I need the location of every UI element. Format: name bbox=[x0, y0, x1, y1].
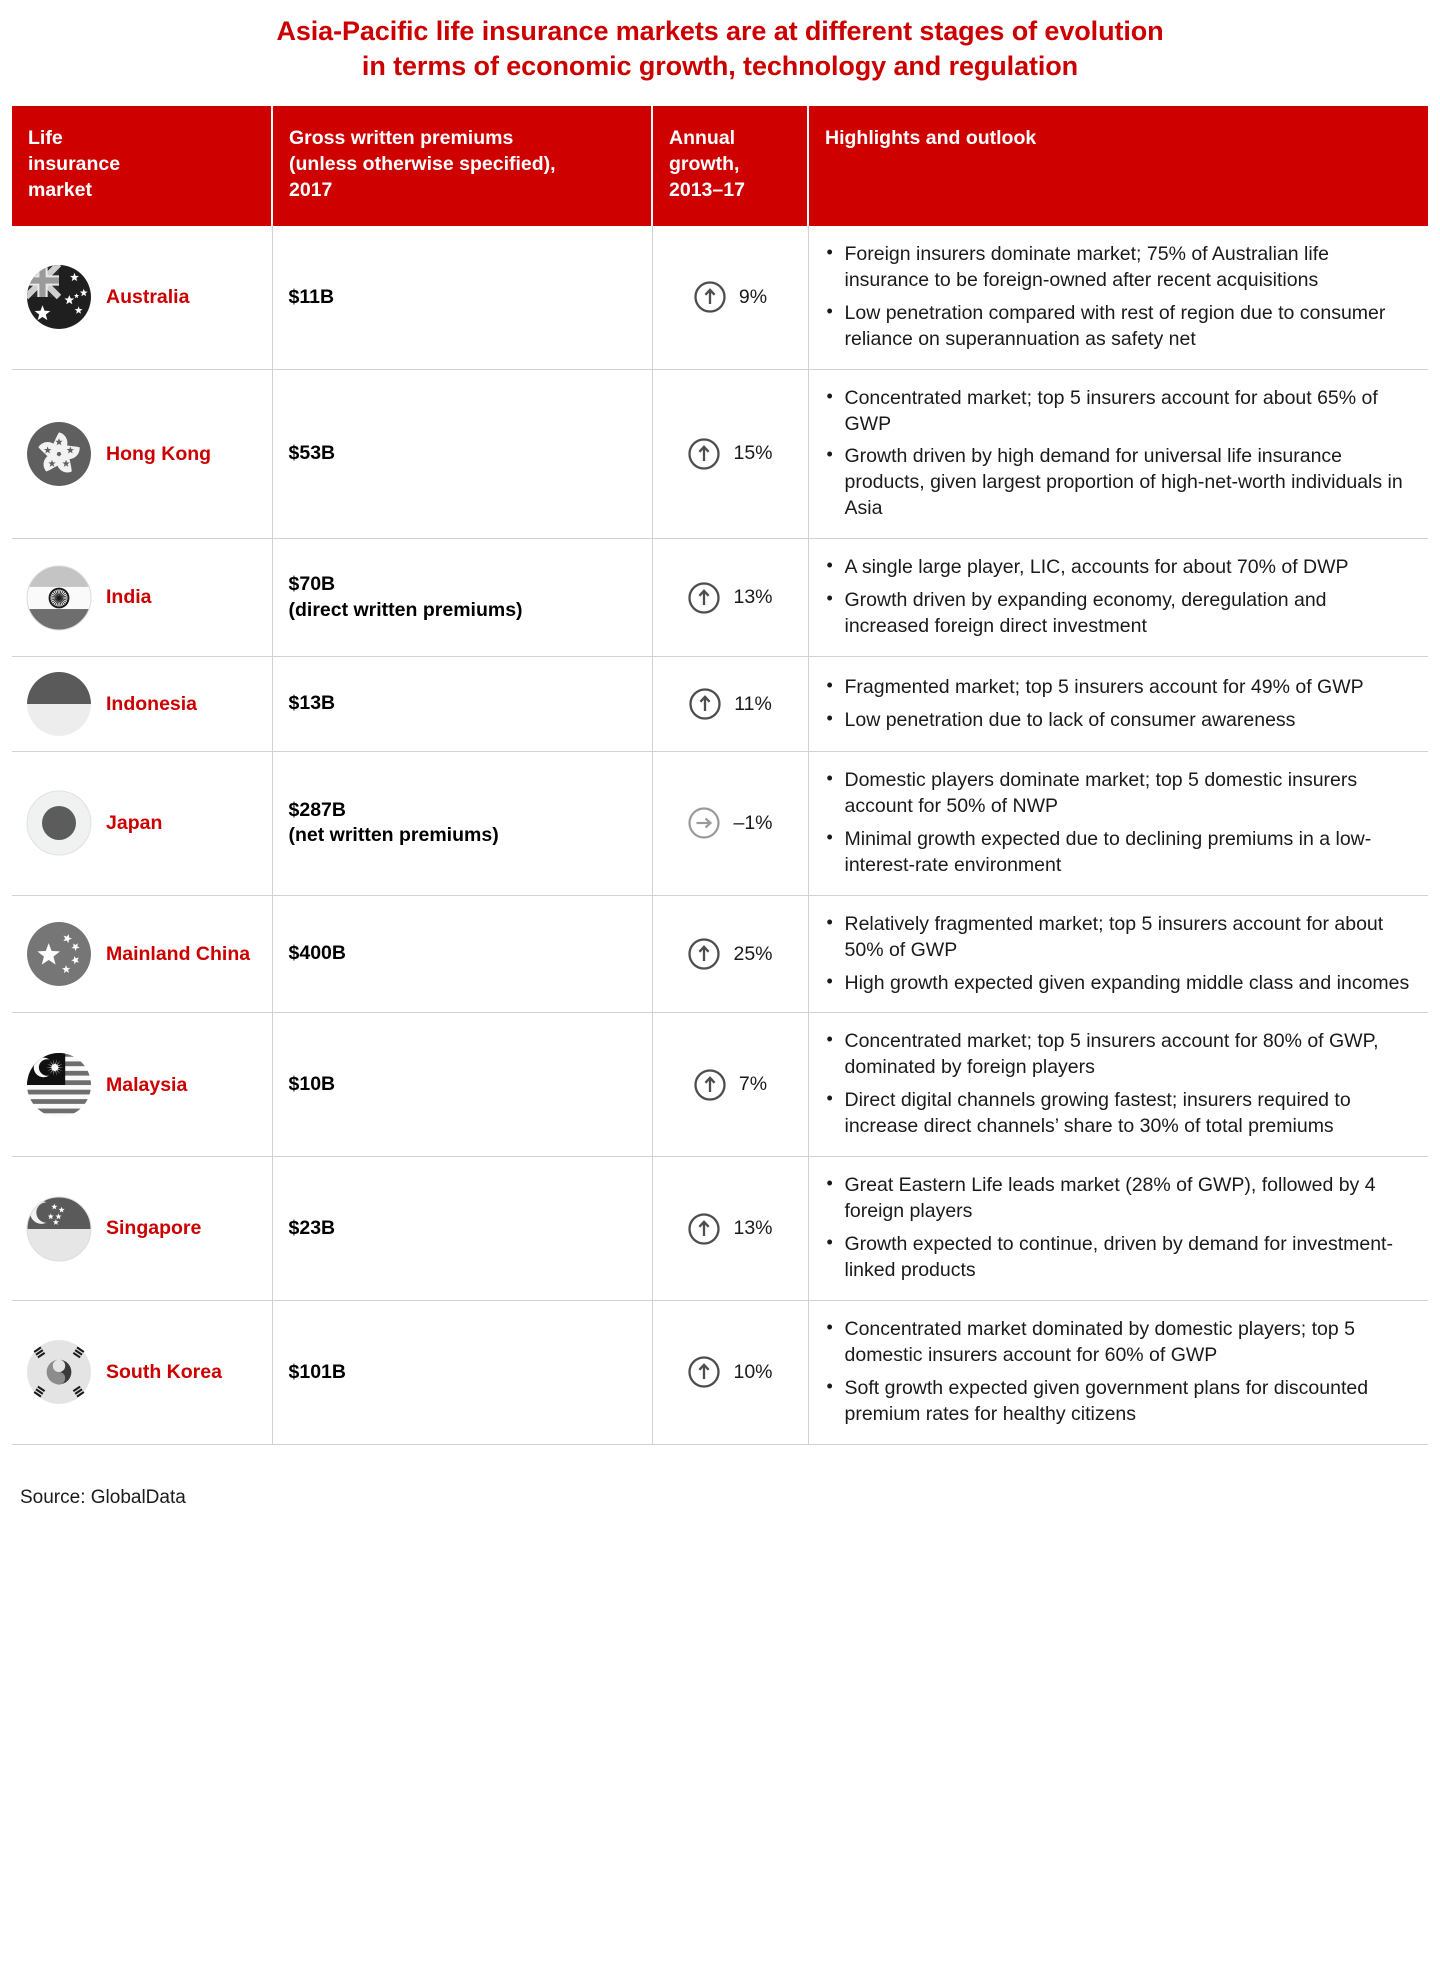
market-name: South Korea bbox=[106, 1361, 222, 1383]
highlight-item: • Fragmented market; top 5 insurers account for 49% of GWP bbox=[823, 675, 1411, 701]
highlights-list bbox=[823, 912, 1411, 997]
premium-note: (direct written premiums) bbox=[288, 598, 523, 621]
page-title-line-2: in terms of economic growth, technology and regulation bbox=[361, 51, 1079, 82]
column-header-growth-line-2: growth, bbox=[669, 153, 740, 176]
market-cell bbox=[12, 539, 272, 657]
growth-value: 13% bbox=[733, 1217, 773, 1239]
market-cell bbox=[12, 369, 272, 539]
arrow-up-circle-icon bbox=[687, 581, 721, 615]
flag-malaysia-icon bbox=[26, 1052, 92, 1118]
growth-cell bbox=[652, 226, 808, 369]
table-row bbox=[12, 539, 1428, 657]
table-header-row bbox=[12, 106, 1428, 226]
source-note: Source: GlobalData bbox=[20, 1486, 186, 1508]
highlights-list bbox=[823, 1029, 1411, 1140]
highlights-cell bbox=[808, 226, 1428, 369]
highlight-item: • Low penetration compared with rest of region due to consumer reliance on superannuation as safety net bbox=[823, 301, 1411, 353]
flag-hong-kong-icon bbox=[26, 421, 92, 487]
market-name: India bbox=[106, 586, 152, 609]
highlight-item: • Concentrated market; top 5 insurers account for 80% of GWP, dominated by foreign players bbox=[823, 1029, 1411, 1081]
highlight-item: • Domestic players dominate market; top 5 domestic insurers account for 50% of NWP bbox=[823, 768, 1411, 820]
highlights-list bbox=[823, 242, 1411, 353]
premium-value: $70B bbox=[288, 573, 336, 596]
market-cell bbox=[12, 752, 272, 896]
premium-cell bbox=[272, 1157, 652, 1301]
highlight-item: • Growth driven by high demand for universal life insurance products, given largest proportion of high-net-worth individuals in Asia bbox=[823, 444, 1411, 522]
market-name: Malaysia bbox=[106, 1073, 188, 1096]
highlight-item: • A single large player, LIC, accounts for about 70% of DWP bbox=[823, 555, 1411, 581]
highlights-list bbox=[823, 675, 1411, 734]
growth-cell bbox=[652, 1157, 808, 1301]
arrow-up-circle-icon bbox=[687, 1212, 721, 1246]
growth-value: –1% bbox=[733, 811, 773, 834]
market-cell bbox=[12, 1013, 272, 1157]
premium-value: $101B bbox=[288, 1360, 346, 1383]
highlight-item: • Low penetration due to lack of consumer awareness bbox=[823, 708, 1411, 734]
premium-cell bbox=[272, 539, 652, 657]
highlights-cell bbox=[808, 1157, 1428, 1301]
growth-cell bbox=[652, 895, 808, 1013]
column-header-premiums bbox=[272, 106, 652, 226]
premium-cell bbox=[272, 1013, 652, 1157]
column-header-premiums-line-3: 2017 bbox=[289, 179, 333, 202]
growth-value: 10% bbox=[733, 1360, 773, 1383]
highlight-item: • Minimal growth expected due to declining premiums in a low-interest-rate environment bbox=[823, 827, 1411, 879]
market-cell bbox=[12, 1157, 272, 1301]
highlights-list bbox=[823, 555, 1411, 640]
highlight-item: • Growth driven by expanding economy, deregulation and increased foreign direct investment bbox=[823, 588, 1411, 640]
arrow-up-circle-icon bbox=[687, 1355, 721, 1389]
market-name: Singapore bbox=[106, 1217, 202, 1240]
growth-value: 15% bbox=[733, 442, 773, 465]
growth-value: 25% bbox=[733, 942, 773, 965]
market-name: Indonesia bbox=[106, 692, 198, 715]
highlight-item: • Concentrated market; top 5 insurers account for about 65% of GWP bbox=[823, 386, 1411, 438]
column-header-market-line-1: Life bbox=[28, 127, 63, 150]
premium-cell bbox=[272, 895, 652, 1013]
highlights-cell bbox=[808, 895, 1428, 1013]
highlight-item: • Relatively fragmented market; top 5 insurers account for about 50% of GWP bbox=[823, 912, 1411, 964]
highlight-item: • Foreign insurers dominate market; 75% of Australian life insurance to be foreign-owned after recent acquisitions bbox=[823, 242, 1411, 294]
premium-value: $10B bbox=[288, 1073, 336, 1096]
premium-cell bbox=[272, 1300, 652, 1444]
premium-value: $23B bbox=[288, 1216, 336, 1239]
growth-cell bbox=[652, 1013, 808, 1157]
column-header-highlights bbox=[808, 106, 1428, 226]
market-name: Hong Kong bbox=[106, 442, 212, 465]
arrow-right-circle-icon bbox=[687, 806, 721, 840]
highlights-cell bbox=[808, 1013, 1428, 1157]
premium-value: $400B bbox=[288, 942, 346, 965]
column-header-premiums-line-1: Gross written premiums bbox=[289, 127, 514, 150]
growth-value: 13% bbox=[733, 586, 773, 609]
growth-value: 11% bbox=[734, 692, 772, 715]
highlights-cell bbox=[808, 539, 1428, 657]
table-body bbox=[12, 226, 1428, 1444]
table-row bbox=[12, 1300, 1428, 1444]
market-cell bbox=[12, 895, 272, 1013]
highlight-item: • Growth expected to continue, driven by demand for investment-linked products bbox=[823, 1232, 1411, 1284]
growth-cell bbox=[652, 1300, 808, 1444]
flag-india-icon bbox=[26, 565, 92, 631]
growth-cell bbox=[652, 657, 808, 752]
highlight-item: • High growth expected given expanding middle class and incomes bbox=[823, 971, 1411, 997]
column-header-premiums-line-2: (unless otherwise specified), bbox=[289, 153, 556, 176]
flag-south-korea-icon bbox=[26, 1339, 92, 1405]
arrow-up-circle-icon bbox=[688, 687, 722, 721]
column-header-market-line-3: market bbox=[28, 179, 92, 202]
table-row bbox=[12, 657, 1428, 752]
arrow-up-circle-icon bbox=[693, 1068, 727, 1102]
premium-note: (net written premiums) bbox=[288, 824, 499, 847]
arrow-up-circle-icon bbox=[687, 437, 721, 471]
flag-singapore-icon bbox=[26, 1196, 92, 1262]
market-cell bbox=[12, 1300, 272, 1444]
flag-japan-icon bbox=[26, 790, 92, 856]
table-row bbox=[12, 1157, 1428, 1301]
life-insurance-markets-table bbox=[12, 106, 1428, 1444]
market-name: Mainland China bbox=[106, 942, 251, 965]
table-row bbox=[12, 895, 1428, 1013]
premium-value: $53B bbox=[288, 442, 336, 465]
market-name: Japan bbox=[106, 812, 163, 835]
highlights-list bbox=[823, 1317, 1411, 1428]
table-header bbox=[12, 106, 1428, 226]
page-title bbox=[12, 0, 1428, 106]
premium-cell bbox=[272, 657, 652, 752]
column-header-highlights-label: Highlights and outlook bbox=[825, 127, 1037, 150]
premium-value: $11B bbox=[288, 285, 335, 308]
highlights-cell bbox=[808, 369, 1428, 539]
table-row bbox=[12, 752, 1428, 896]
growth-cell bbox=[652, 369, 808, 539]
premium-cell bbox=[272, 369, 652, 539]
market-cell bbox=[12, 657, 272, 752]
column-header-growth bbox=[652, 106, 808, 226]
premium-cell bbox=[272, 226, 652, 369]
highlights-cell bbox=[808, 752, 1428, 896]
flag-china-icon bbox=[26, 921, 92, 987]
table-row bbox=[12, 369, 1428, 539]
highlights-cell bbox=[808, 1300, 1428, 1444]
flag-indonesia-icon bbox=[26, 671, 92, 737]
premium-cell bbox=[272, 752, 652, 896]
table-row bbox=[12, 1013, 1428, 1157]
growth-cell bbox=[652, 539, 808, 657]
premium-value: $287B bbox=[288, 799, 346, 822]
page-title-line-1: Asia-Pacific life insurance markets are at different stages of evolution bbox=[276, 16, 1164, 46]
market-name: Australia bbox=[106, 286, 190, 309]
arrow-up-circle-icon bbox=[687, 937, 721, 971]
highlight-item: • Soft growth expected given government plans for discounted premium rates for healthy citizens bbox=[823, 1376, 1411, 1428]
premium-value: $13B bbox=[288, 692, 336, 715]
growth-cell bbox=[652, 752, 808, 896]
highlights-list bbox=[823, 768, 1411, 879]
highlights-list bbox=[823, 1173, 1411, 1284]
highlight-item: • Concentrated market dominated by domestic players; top 5 domestic insurers account for 60% of GWP bbox=[823, 1317, 1411, 1369]
highlights-list bbox=[823, 386, 1411, 523]
table-row bbox=[12, 226, 1428, 369]
column-header-market bbox=[12, 106, 272, 226]
growth-value: 9% bbox=[738, 285, 768, 308]
column-header-growth-line-3: 2013–17 bbox=[669, 179, 745, 202]
growth-value: 7% bbox=[738, 1073, 768, 1096]
flag-australia-icon bbox=[26, 264, 92, 330]
highlights-cell bbox=[808, 657, 1428, 752]
column-header-market-line-2: insurance bbox=[28, 153, 121, 176]
column-header-growth-line-1: Annual bbox=[669, 127, 736, 150]
highlight-item: • Great Eastern Life leads market (28% of GWP), followed by 4 foreign players bbox=[823, 1173, 1411, 1225]
market-cell bbox=[12, 226, 272, 369]
highlight-item: • Direct digital channels growing fastest; insurers required to increase direct channels’ share to 30% of total premiums bbox=[823, 1088, 1411, 1140]
arrow-up-circle-icon bbox=[693, 280, 727, 314]
